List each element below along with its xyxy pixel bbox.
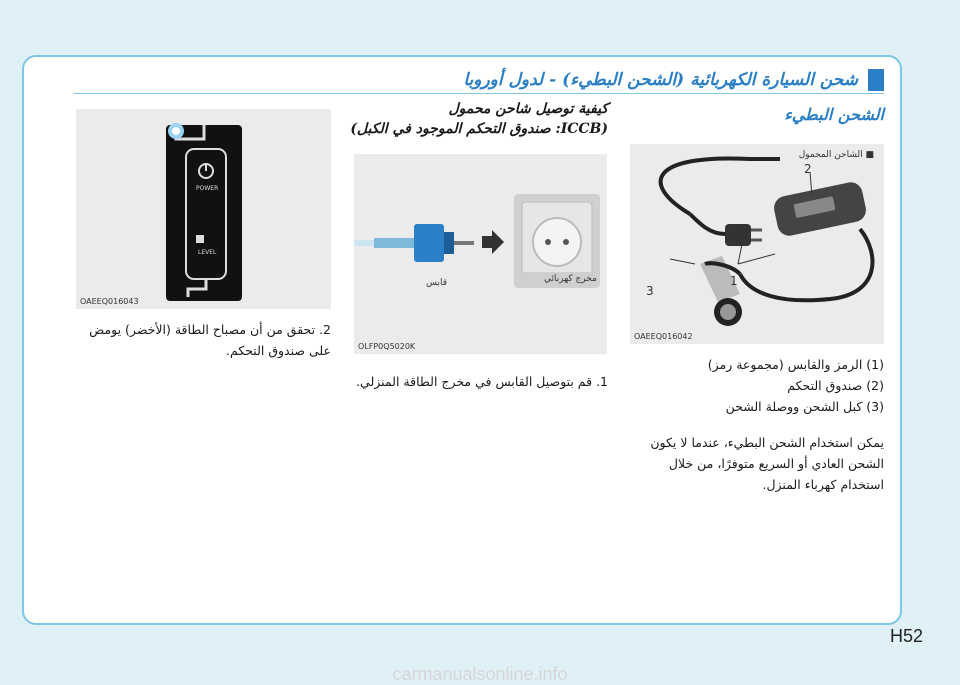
section-title-bar — [64, 67, 884, 93]
callout-3: 3 — [646, 284, 654, 298]
title-marker — [868, 69, 884, 91]
list-item-plug: (1) الرمز والقابس (مجموعة رمز) — [707, 357, 884, 372]
control-box-figure — [76, 109, 331, 309]
slow-charging-heading: الشحن البطيء — [784, 105, 884, 124]
heading-line-1: كيفية توصيل شاحن محمول — [448, 101, 608, 117]
heading-line-2: (ICCB: صندوق التحكم الموجود في الكبل) — [350, 121, 608, 137]
list-item-control-box: (2) صندوق التحكم — [787, 378, 884, 393]
callout-1: 1 — [730, 274, 738, 288]
plug-label: قابس — [426, 278, 448, 288]
components-list — [630, 354, 884, 417]
charger-illustration — [630, 144, 884, 344]
portable-charger-figure — [630, 144, 884, 344]
figure-code-middle: OLFP0Q5020K — [358, 342, 416, 351]
callout-2: 2 — [804, 162, 812, 176]
power-label: POWER — [196, 185, 219, 192]
plug-socket-figure — [354, 154, 607, 354]
level-label: LEVEL — [198, 249, 217, 256]
control-box-illustration — [76, 109, 331, 309]
step-1-text: 1. قم بتوصيل القابس في مخرج الطاقة المنزلي. — [356, 374, 608, 389]
page-number: H52 — [889, 626, 923, 646]
manual-page — [22, 55, 902, 625]
watermark: carmanualsonline.info — [392, 664, 568, 684]
title-underline — [74, 93, 884, 94]
figure-legend: ■ الشاحن المحمول — [798, 150, 874, 160]
connect-charger-heading — [350, 99, 608, 139]
slow-charging-paragraph: يمكن استخدام الشحن البطيء، عندما لا يكون الشحن العادي أو السريع متوفرًا، من خلال استخدام كهرباء المنزل. — [650, 435, 884, 492]
step-2-text: 2. تحقق من أن مصباح الطاقة (الأخضر) يومض على صندوق التحكم. — [89, 322, 331, 358]
socket-label: مخرج كهربائي — [544, 274, 597, 284]
figure-code-left: OAEEQ016043 — [80, 297, 139, 306]
list-item-cable: (3) كبل الشحن ووصلة الشحن — [725, 399, 884, 414]
plug-socket-illustration — [354, 154, 607, 354]
section-title: شحن السيارة الكهربائية (الشحن البطيء) - لدول أوروبا — [463, 70, 858, 90]
figure-code-right: OAEEQ016042 — [634, 332, 693, 341]
